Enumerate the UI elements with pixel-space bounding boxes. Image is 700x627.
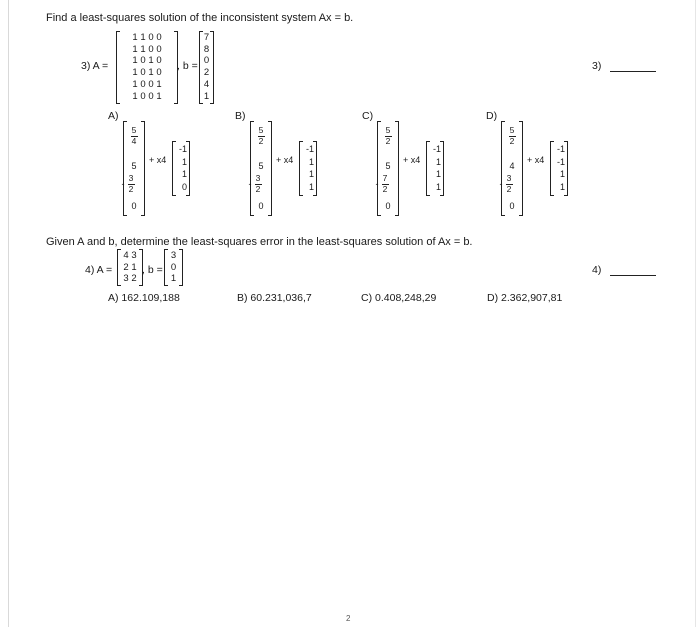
matrix-cell: 0 bbox=[140, 78, 146, 90]
vector-value: 4 bbox=[509, 161, 515, 171]
q4-label: 4) A = bbox=[85, 264, 113, 276]
minus-sign: - bbox=[121, 179, 125, 189]
matrix-row bbox=[118, 262, 142, 274]
q3-option-direction-vector bbox=[550, 141, 568, 196]
matrix-cell: 2 bbox=[123, 261, 129, 273]
matrix-row bbox=[118, 250, 142, 262]
vector-value: 0 bbox=[509, 201, 515, 211]
matrix-cell: 1 bbox=[140, 32, 146, 43]
matrix-cell: 0 bbox=[148, 78, 154, 90]
q4-answer-blank[interactable] bbox=[610, 275, 656, 276]
q4-matrix-a bbox=[117, 249, 143, 286]
q3-b-label: , b = bbox=[177, 60, 198, 72]
fraction bbox=[382, 174, 389, 194]
vector-value: -1 bbox=[432, 144, 441, 155]
vector-column bbox=[375, 121, 398, 215]
vector-value: 0 bbox=[203, 55, 210, 67]
matrix-cell: 0 bbox=[156, 55, 162, 67]
minus-sign: - bbox=[248, 179, 252, 189]
matrix-row bbox=[117, 67, 177, 79]
q4-vector-b bbox=[164, 249, 183, 286]
vector-value: 1 bbox=[435, 181, 441, 192]
q4-option-b: B) 60.231,036,7 bbox=[237, 292, 312, 304]
vector-column bbox=[499, 121, 522, 215]
vector-value: 3 bbox=[170, 250, 177, 261]
matrix-row bbox=[118, 273, 142, 285]
matrix-cell: 0 bbox=[156, 32, 162, 43]
q3-option-letter: B) bbox=[235, 110, 246, 122]
q3-answer-number: 3) bbox=[592, 60, 602, 72]
denominator: 4 bbox=[131, 136, 137, 146]
numerator: 7 bbox=[382, 173, 388, 183]
q3-vector-b bbox=[199, 31, 214, 104]
denominator: 2 bbox=[385, 136, 391, 146]
q4-option-a: A) 162.109,188 bbox=[108, 292, 180, 304]
vector-value: -1 bbox=[556, 144, 565, 155]
vector-cell bbox=[165, 273, 182, 285]
vector-cell bbox=[200, 79, 213, 91]
minus-sign: - bbox=[375, 179, 379, 189]
denominator: 2 bbox=[506, 184, 512, 194]
q3-option-vector bbox=[501, 121, 523, 216]
denominator: 2 bbox=[258, 136, 264, 146]
vector-cell bbox=[165, 250, 182, 262]
matrix-row bbox=[117, 79, 177, 91]
vector-value: 0 bbox=[258, 201, 264, 211]
vector-column bbox=[248, 121, 271, 215]
denominator: 2 bbox=[255, 184, 261, 194]
vector-value: 0 bbox=[170, 261, 177, 273]
matrix-cell: 0 bbox=[156, 43, 162, 55]
vector-value: 5 bbox=[258, 161, 264, 171]
denominator: 2 bbox=[509, 136, 515, 146]
vector-value: 1 bbox=[308, 156, 314, 167]
matrix-cell: 0 bbox=[148, 43, 154, 55]
numerator: 5 bbox=[509, 125, 515, 135]
vector-value: 1 bbox=[559, 181, 565, 192]
matrix-cell: 1 bbox=[132, 78, 138, 90]
plus-x4: + x4 bbox=[149, 155, 167, 165]
negative-fraction bbox=[500, 171, 513, 197]
q3-matrix-a bbox=[116, 31, 178, 104]
vector-value: 1 bbox=[435, 169, 441, 180]
matrix-cell: 0 bbox=[148, 90, 154, 102]
vector-value: 1 bbox=[308, 181, 314, 192]
q3-option-direction-vector bbox=[172, 141, 190, 196]
vector-value: 5 bbox=[131, 161, 137, 171]
q4-answer-number: 4) bbox=[592, 264, 602, 276]
vector-cell bbox=[200, 55, 213, 67]
matrix-cell: 3 bbox=[131, 250, 137, 261]
negative-fraction bbox=[122, 171, 135, 197]
vector-value: -1 bbox=[178, 144, 187, 155]
matrix-row bbox=[117, 91, 177, 103]
vector-value: -1 bbox=[305, 144, 314, 155]
page-left-edge bbox=[8, 0, 9, 627]
negative-fraction bbox=[376, 171, 389, 197]
vector-value: 4 bbox=[203, 78, 210, 90]
matrix-cell: 1 bbox=[131, 261, 137, 273]
vector-value: 0 bbox=[181, 181, 187, 192]
q3-option-direction-vector bbox=[299, 141, 317, 196]
fraction bbox=[258, 123, 265, 149]
matrix-cell: 1 bbox=[132, 55, 138, 67]
denominator: 2 bbox=[382, 184, 388, 194]
matrix-cell: 3 bbox=[123, 273, 129, 284]
vector-cell bbox=[200, 91, 213, 103]
matrix-cell: 1 bbox=[148, 67, 154, 79]
fraction bbox=[509, 123, 516, 149]
matrix-cell: 1 bbox=[148, 55, 154, 67]
vector-value: 1 bbox=[170, 273, 177, 284]
vector-cell bbox=[200, 32, 213, 44]
q4-header: Given A and b, determine the least-squares error in the least-squares solution of Ax = b. bbox=[46, 236, 473, 248]
numerator: 5 bbox=[131, 125, 137, 135]
matrix-cell: 0 bbox=[140, 90, 146, 102]
fraction bbox=[128, 174, 135, 194]
q3-header: Find a least-squares solution of the inconsistent system Ax = b. bbox=[46, 12, 354, 24]
vector-cell bbox=[200, 67, 213, 79]
matrix-cell: 0 bbox=[148, 32, 154, 43]
plus-x4: + x4 bbox=[276, 155, 294, 165]
fraction bbox=[255, 174, 262, 194]
matrix-row bbox=[117, 55, 177, 67]
matrix-cell: 1 bbox=[132, 43, 138, 55]
vector-value: 5 bbox=[385, 161, 391, 171]
vector-value: 0 bbox=[131, 201, 137, 211]
vector-value: 1 bbox=[181, 156, 187, 167]
page-right-edge bbox=[695, 0, 696, 627]
q3-option-direction-vector bbox=[426, 141, 444, 196]
matrix-cell: 0 bbox=[156, 67, 162, 79]
vector-value: 7 bbox=[203, 32, 210, 43]
plus-x4: + x4 bbox=[403, 155, 421, 165]
numerator: 3 bbox=[128, 173, 134, 183]
q3-option-vector bbox=[250, 121, 272, 216]
vector-cell bbox=[165, 262, 182, 274]
vector-cell bbox=[200, 44, 213, 56]
matrix-row bbox=[117, 32, 177, 44]
vector-value: 1 bbox=[559, 169, 565, 180]
vector-value: 1 bbox=[435, 156, 441, 167]
minus-sign: - bbox=[499, 179, 503, 189]
matrix-cell: 4 bbox=[123, 250, 129, 261]
q3-option-vector bbox=[377, 121, 399, 216]
vector-value: 1 bbox=[203, 90, 210, 102]
numerator: 5 bbox=[258, 125, 264, 135]
matrix-cell: 1 bbox=[132, 32, 138, 43]
vector-value: 8 bbox=[203, 43, 210, 55]
vector-value: 1 bbox=[181, 169, 187, 180]
q3-option-letter: D) bbox=[486, 110, 498, 122]
plus-x4: + x4 bbox=[527, 155, 545, 165]
matrix-cell: 0 bbox=[140, 67, 146, 79]
vector-value: 0 bbox=[385, 201, 391, 211]
matrix-cell: 1 bbox=[156, 78, 162, 90]
q3-option-vector bbox=[123, 121, 145, 216]
matrix-cell: 1 bbox=[132, 67, 138, 79]
numerator: 3 bbox=[255, 173, 261, 183]
matrix-cell: 0 bbox=[140, 55, 146, 67]
q3-label: 3) A = bbox=[81, 60, 109, 72]
fraction bbox=[385, 123, 392, 149]
vector-value: 1 bbox=[308, 169, 314, 180]
vector-value: -1 bbox=[556, 156, 565, 167]
matrix-row bbox=[117, 44, 177, 56]
q3-option-letter: C) bbox=[362, 110, 374, 122]
denominator: 2 bbox=[128, 184, 134, 194]
matrix-cell: 1 bbox=[140, 43, 146, 55]
matrix-cell: 1 bbox=[132, 90, 138, 102]
q4-option-d: D) 2.362,907,81 bbox=[487, 292, 563, 304]
matrix-cell: 1 bbox=[156, 90, 162, 102]
fraction bbox=[506, 174, 513, 194]
q3-answer-blank[interactable] bbox=[610, 71, 656, 72]
vector-value: 2 bbox=[203, 67, 210, 79]
numerator: 5 bbox=[385, 125, 391, 135]
page-number: 2 bbox=[346, 614, 351, 623]
q4-option-c: C) 0.408,248,29 bbox=[361, 292, 437, 304]
vector-column bbox=[121, 121, 144, 215]
numerator: 3 bbox=[506, 173, 512, 183]
fraction bbox=[131, 123, 138, 149]
q3-option-letter: A) bbox=[108, 110, 119, 122]
negative-fraction bbox=[249, 171, 262, 197]
q4-b-label: , b = bbox=[142, 264, 163, 276]
matrix-cell: 2 bbox=[131, 273, 137, 284]
